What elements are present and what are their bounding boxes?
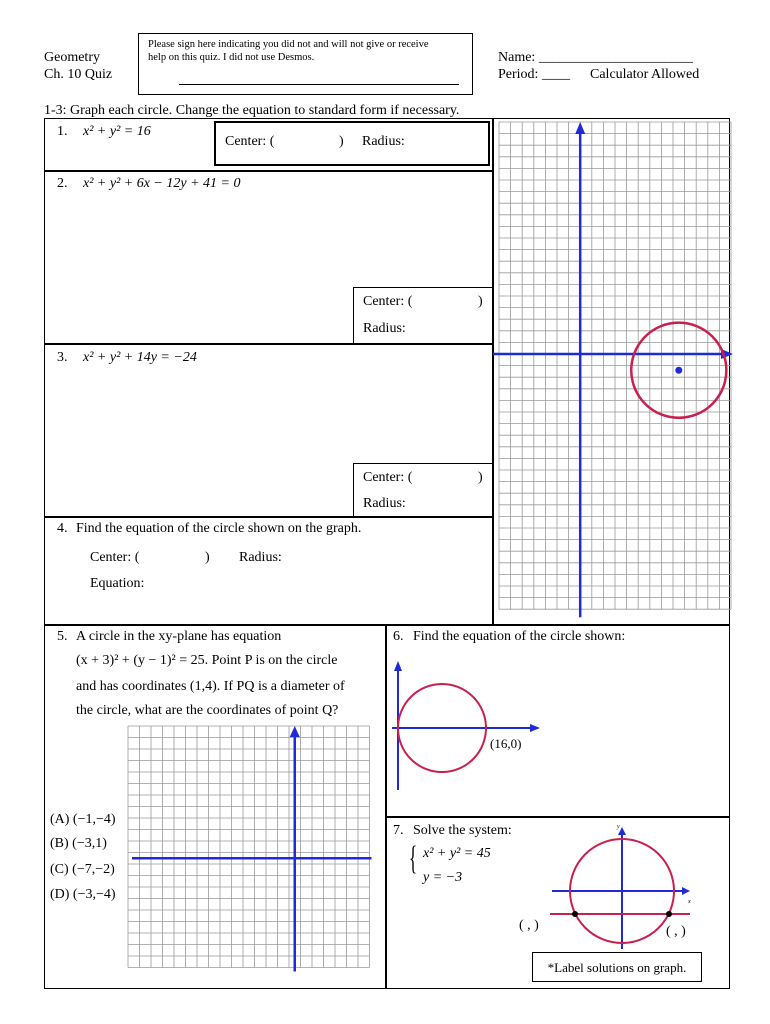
period-field[interactable]: Period: ____ xyxy=(498,67,570,82)
q4-number: 4. xyxy=(57,521,68,536)
q4-center-label: Center: ( xyxy=(90,550,140,565)
q7-note: *Label solutions on graph. xyxy=(547,960,687,975)
q2-answer-box[interactable] xyxy=(353,287,493,344)
q1-center-close: ) xyxy=(339,134,344,149)
q2-center-label: Center: ( xyxy=(363,294,413,309)
q3-radius-label: Radius: xyxy=(363,496,406,511)
q5-y-axis-arrow xyxy=(290,726,300,737)
q1-equation: x² + y² = 16 xyxy=(83,124,151,139)
course-title: Geometry xyxy=(44,50,100,65)
main-grid-lines xyxy=(499,122,731,609)
q5-number: 5. xyxy=(57,629,68,644)
q5-line1: A circle in the xy-plane has equation xyxy=(76,629,282,644)
q5-line2: (x + 3)² + (y − 1)² = 25. Point P is on the circle xyxy=(76,653,338,668)
instructions: 1-3: Graph each circle. Change the equation to standard form if necessary. xyxy=(44,103,460,118)
honor-text-line2: help on this quiz. I did not use Desmos. xyxy=(148,52,315,63)
q6-prompt: Find the equation of the circle shown: xyxy=(413,629,626,644)
q3-center-close: ) xyxy=(478,470,483,485)
q2-number: 2. xyxy=(57,176,68,191)
q5-line4: the circle, what are the coordinates of point Q? xyxy=(76,703,339,718)
quiz-title: Ch. 10 Quiz xyxy=(44,67,113,82)
q1-number: 1. xyxy=(57,124,68,139)
q7-axis-y-label: y xyxy=(617,824,620,830)
q7-prompt: Solve the system: xyxy=(413,823,512,838)
q7-intersection-left xyxy=(572,911,578,917)
q6-x-axis-arrow xyxy=(530,724,540,732)
q7-intersection-right xyxy=(666,911,672,917)
main-y-axis-arrow xyxy=(575,122,585,134)
question-4-box xyxy=(44,517,493,625)
q4-prompt: Find the equation of the circle shown on the graph. xyxy=(76,521,362,536)
q7-x-axis-arrow xyxy=(682,887,690,895)
q1-center-label: Center: ( xyxy=(225,134,275,149)
main-coordinate-grid[interactable] xyxy=(493,118,730,625)
q7-note-box xyxy=(532,952,702,982)
q7-number: 7. xyxy=(393,823,404,838)
q3-number: 3. xyxy=(57,350,68,365)
q1-answer-box[interactable] xyxy=(214,121,490,166)
q7-answer-2[interactable]: ( , ) xyxy=(666,924,686,939)
q5-grid-lines xyxy=(128,726,370,968)
q4-center-close: ) xyxy=(205,550,210,565)
q5-choice-a[interactable]: (A) (−1,−4) xyxy=(50,812,116,827)
q7-eq1: x² + y² = 45 xyxy=(423,846,491,861)
q6-circle-graph xyxy=(386,625,730,817)
q4-circle-center-point xyxy=(675,367,682,374)
name-field[interactable]: Name: ______________________ xyxy=(498,50,693,65)
q2-center-close: ) xyxy=(478,294,483,309)
q1-radius-label: Radius: xyxy=(362,134,405,149)
q4-radius-label: Radius: xyxy=(239,550,282,565)
q5-line3: and has coordinates (1,4). If PQ is a diameter of xyxy=(76,679,345,694)
q7-answer-1[interactable]: ( , ) xyxy=(519,918,539,933)
q3-equation: x² + y² + 14y = −24 xyxy=(83,350,197,365)
q7-axis-x-label: x xyxy=(688,899,691,905)
q7-system-brace: { xyxy=(409,840,418,877)
q6-y-axis-arrow xyxy=(394,661,402,671)
q5-choice-c[interactable]: (C) (−7,−2) xyxy=(50,862,115,877)
q6-point-label: (16,0) xyxy=(490,736,522,751)
q2-radius-label: Radius: xyxy=(363,321,406,336)
q5-choice-b[interactable]: (B) (−3,1) xyxy=(50,836,107,851)
signature-line[interactable] xyxy=(179,84,459,85)
honor-text-line1: Please sign here indicating you did not and will not give or receive xyxy=(148,39,429,50)
q7-eq2: y = −3 xyxy=(423,870,463,885)
calculator-note: Calculator Allowed xyxy=(590,67,700,82)
q4-equation-label: Equation: xyxy=(90,576,145,591)
q6-number: 6. xyxy=(393,629,404,644)
honor-pledge-box xyxy=(138,33,473,95)
q5-choice-d[interactable]: (D) (−3,−4) xyxy=(50,887,116,902)
q5-coordinate-grid[interactable] xyxy=(128,726,373,978)
q3-answer-box[interactable] xyxy=(353,463,493,517)
q2-equation: x² + y² + 6x − 12y + 41 = 0 xyxy=(83,176,241,191)
q3-center-label: Center: ( xyxy=(363,470,413,485)
